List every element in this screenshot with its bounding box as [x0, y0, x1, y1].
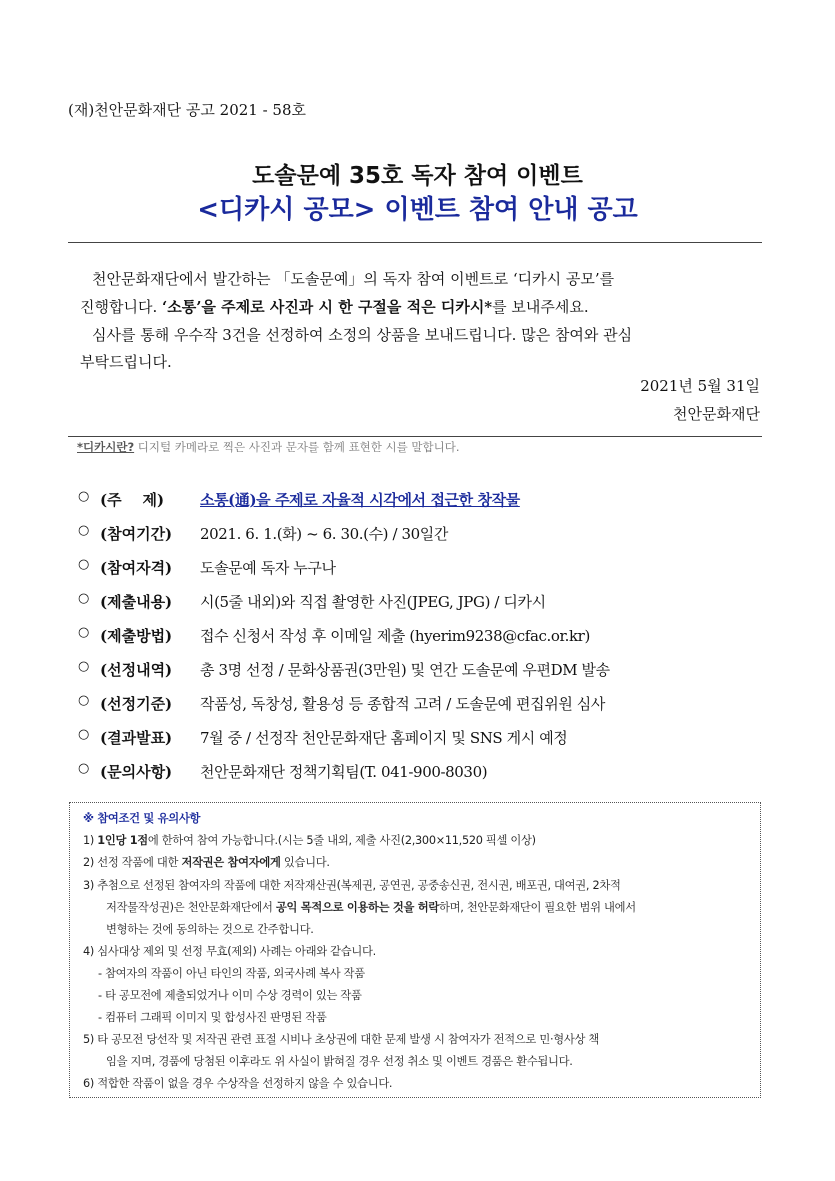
item-label: (제출방법): [100, 627, 173, 645]
item-value: 소통(通)을 주제로 자율적 시각에서 접근한 창작물: [200, 491, 520, 509]
note-emphasis: 저작권은 참여자에게: [181, 856, 281, 869]
item-value: 작품성, 독창성, 활용성 등 종합적 고려 / 도솔문예 편집위원 심사: [200, 695, 605, 713]
item-inquiries: [78, 761, 768, 789]
item-label: (선정내역): [100, 661, 173, 679]
definition-text: 디지털 카메라로 찍은 사진과 문자를 함께 표현한 시를 말합니다.: [134, 440, 460, 454]
note-5-line-1: 5) 타 공모전 당선작 및 저작권 관련 표절 시비나 초상권에 대한 문제 발생 시 참여자가 전적으로 민·형사상 책: [83, 1033, 599, 1046]
item-submission-method: [78, 625, 768, 653]
intro-text: 진행합니다.: [80, 298, 162, 316]
item-label: (결과발표): [100, 729, 173, 747]
item-theme: [78, 489, 768, 517]
item-value: 천안문화재단 정책기획팀(T. 041-900-8030): [200, 763, 488, 781]
bullet-icon: ○: [78, 693, 90, 708]
item-value: 도솔문예 독자 누구나: [200, 559, 336, 577]
item-value: 시(5줄 내외)와 직접 촬영한 사진(JPEG, JPG) / 디카시: [200, 593, 546, 611]
bottom-divider: [68, 436, 762, 437]
note-text: 저작물작성권)은 천안문화재단에서: [106, 901, 276, 914]
item-result-announcement: [78, 727, 768, 755]
intro-paragraph-1-line-1: 천안문화재단에서 발간하는 「도솔문예」의 독자 참여 이벤트로 ‘디카시 공모’를: [92, 270, 615, 288]
note-4-sub-2: - 타 공모전에 제출되었거나 이미 수상 경력이 있는 작품: [98, 989, 362, 1002]
note-text: 2) 선정 작품에 대한: [83, 856, 182, 869]
note-1: [83, 832, 536, 848]
notes-box: [69, 802, 761, 1098]
bullet-icon: ○: [78, 727, 90, 742]
note-2: [83, 854, 330, 870]
bullet-icon: ○: [78, 489, 90, 504]
note-3-line-3: 변형하는 것에 동의하는 것으로 간주합니다.: [106, 923, 314, 936]
item-submission-content: [78, 591, 768, 619]
item-label: (참여기간): [100, 525, 173, 543]
bullet-icon: ○: [78, 625, 90, 640]
bullet-icon: ○: [78, 591, 90, 606]
note-text: 있습니다.: [280, 856, 330, 869]
note-emphasis: 공익 목적으로 이용하는 것을 허락: [275, 901, 440, 914]
note-4-line-1: 4) 심사대상 제외 및 선정 무효(제외) 사례는 아래와 같습니다.: [83, 945, 376, 958]
bullet-icon: ○: [78, 761, 90, 776]
notice-number: (재)천안문화재단 공고 2021 - 58호: [68, 101, 307, 119]
bullet-icon: ○: [78, 523, 90, 538]
note-text: 1): [83, 834, 98, 847]
item-value: 7월 중 / 선정작 천안문화재단 홈페이지 및 SNS 게시 예정: [200, 729, 568, 747]
item-label: (제출내용): [100, 593, 173, 611]
notes-heading: ※ 참여조건 및 유의사항: [83, 812, 201, 825]
definition-key: *디카시란?: [77, 440, 135, 454]
item-value: 접수 신청서 작성 후 이메일 제출 (hyerim9238@cfac.or.kr): [200, 627, 590, 645]
item-value: 2021. 6. 1.(화) ~ 6. 30.(수) / 30일간: [200, 525, 448, 543]
intro-paragraph-1-line-2: [80, 293, 760, 321]
bullet-icon: ○: [78, 659, 90, 674]
announcement-date: 2021년 5월 31일: [640, 377, 760, 395]
item-selection-criteria: [78, 693, 768, 721]
intro-text-end: 를 보내주세요.: [492, 298, 589, 316]
item-label: (참여자격): [100, 559, 173, 577]
note-4-sub-3: - 컴퓨터 그래픽 이미지 및 합성사진 판명된 작품: [98, 1011, 327, 1024]
note-3-line-1: 3) 추첨으로 선정된 참여자의 작품에 대한 저작재산권(복제권, 공연권, 공중송신권, 전시권, 배포권, 대여권, 2차적: [83, 879, 621, 892]
item-label: (선정기준): [100, 695, 173, 713]
item-label: (문의사항): [100, 763, 173, 781]
organization-name: 천안문화재단: [673, 405, 760, 423]
top-divider: [68, 242, 762, 243]
note-3-line-2: [106, 899, 636, 915]
item-value: 총 3명 선정 / 문화상품권(3만원) 및 연간 도솔문예 우편DM 발송: [200, 661, 610, 679]
intro-paragraph-2-line-2: 부탁드립니다.: [80, 353, 172, 371]
item-period: [78, 523, 768, 551]
item-eligibility: [78, 557, 768, 585]
note-text: 하며, 천안문화재단이 필요한 범위 내에서: [439, 901, 636, 914]
note-4-sub-1: - 참여자의 작품이 아닌 타인의 작품, 외국사례 복사 작품: [98, 967, 365, 980]
intro-emphasis: ‘소통’을 주제로 사진과 시 한 구절을 적은 디카시*: [162, 298, 493, 316]
intro-paragraph-2-line-1: 심사를 통해 우수작 3건을 선정하여 소정의 상품을 보내드립니다. 많은 참여와 관심: [92, 326, 633, 344]
note-text: 에 한하여 참여 가능합니다.(시는 5줄 내외, 제출 사진(2,300×11,520 픽셀 이상): [147, 834, 536, 847]
title-line-1: 도솔문예 35호 독자 참여 이벤트: [252, 163, 583, 189]
note-5-line-2: 임을 지며, 경품에 당첨된 이후라도 위 사실이 밝혀질 경우 선정 취소 및 이벤트 경품은 환수됩니다.: [106, 1055, 573, 1068]
item-selection-details: [78, 659, 768, 687]
definition-note: [77, 439, 460, 455]
note-emphasis: 1인당 1점: [97, 834, 148, 847]
note-6: 6) 적합한 작품이 없을 경우 수상작을 선정하지 않을 수 있습니다.: [83, 1077, 393, 1090]
bullet-icon: ○: [78, 557, 90, 572]
item-label: (주 제): [100, 491, 165, 509]
title-line-2: <디카시 공모> 이벤트 참여 안내 공고: [197, 195, 638, 225]
